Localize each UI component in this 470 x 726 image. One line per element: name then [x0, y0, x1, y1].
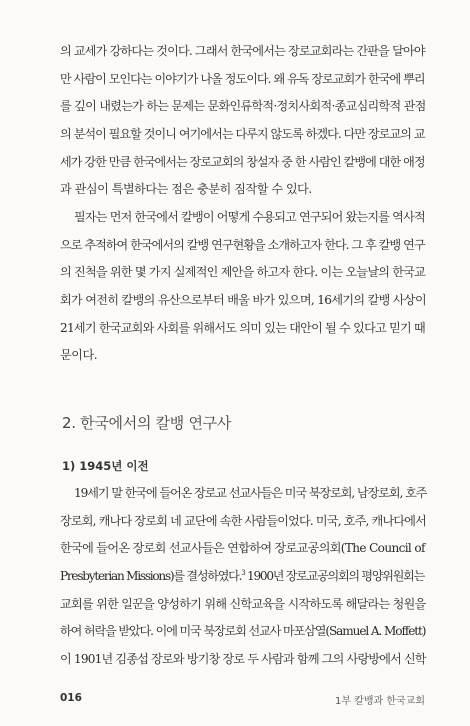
- text-line: 과 관심이 특별하다는 점은 충분히 짐작할 수 있다.: [60, 182, 312, 197]
- text-line-with-footnote: [60, 563, 426, 591]
- section-heading: 2. 한국에서의 칼뱅 연구사: [62, 414, 232, 433]
- text-line: 이 1901년 김종섭 장로와 방기창 장로 두 사람과 함께 그의 사랑방에서 신학: [60, 652, 426, 667]
- text-line: 하여 허락을 받았다. 이에 미국 북장로회 선교사 마포삼열(Samuel A. Moffett): [60, 624, 426, 639]
- text-line: 교회를 위한 일꾼을 양성하기 위해 신학교육을 시작하도록 해달라는 청원을: [60, 596, 426, 611]
- text-segment: 1900년 장로교공의회의 평양위원회는: [244, 569, 425, 584]
- body-paragraph-2: [60, 204, 426, 370]
- text-line: 를 깊이 내렸는가 하는 문제는 문화인류학적·정치사회적·종교심리학적 관점: [60, 99, 426, 114]
- body-paragraph-1: [60, 38, 426, 204]
- text-line: 의 분석이 필요할 것이니 여기에서는 다루지 않도록 하겠다. 다만 장로교의 교: [60, 127, 425, 142]
- text-line: 의 진척을 위한 몇 가지 실제적인 제안을 하고자 한다. 이는 오늘날의 한국교: [60, 265, 426, 280]
- text-line: 21세기 한국교회와 사회를 위해서도 의미 있는 대안이 될 수 있다고 믿기 때: [60, 320, 425, 335]
- page-number: 016: [60, 692, 82, 704]
- text-segment: Presbyterian Missions)를 결성하였다.: [60, 569, 242, 584]
- body-paragraph-3: [60, 480, 426, 674]
- subsection-heading: 1) 1945년 이전: [62, 459, 149, 473]
- text-line: 으로 추적하여 한국에서의 칼뱅 연구현황을 소개하고자 한다. 그 후 칼뱅 연구: [60, 237, 425, 252]
- text-line: 세가 강한 만큼 한국에서는 장로교회의 창설자 중 한 사람인 칼뱅에 대한 애정: [60, 154, 425, 169]
- text-line: 장로회, 캐나다 장로회 네 교단에 속한 사람들이었다. 미국, 호주, 캐나다에서: [60, 513, 427, 528]
- running-head: 1부 칼뱅과 한국교회: [335, 696, 425, 707]
- footnote-marker[interactable]: 3: [241, 569, 245, 578]
- text-line: 필자는 먼저 한국에서 칼뱅이 어떻게 수용되고 연구되어 왔는지를 역사적: [74, 210, 425, 224]
- text-line: 문이다.: [60, 348, 98, 363]
- text-line: 의 교세가 강하다는 것이다. 그래서 한국에서는 장로교회라는 간판을 달아야: [60, 44, 425, 58]
- text-line: 19세기 말 한국에 들어온 장로교 선교사들은 미국 북장로회, 남장로회, 호주: [74, 486, 427, 500]
- text-line: 한국에 들어온 장로회 선교사들은 연합하여 장로교공의회(The Council of: [60, 541, 425, 556]
- text-line: 회가 여전히 칼뱅의 유산으로부터 배울 바가 있으며, 16세기의 칼뱅 사상이: [60, 293, 426, 308]
- text-line: 만 사람이 모인다는 이야기가 나올 정도이다. 왜 유독 장로교회가 한국에 뿌리: [60, 71, 425, 86]
